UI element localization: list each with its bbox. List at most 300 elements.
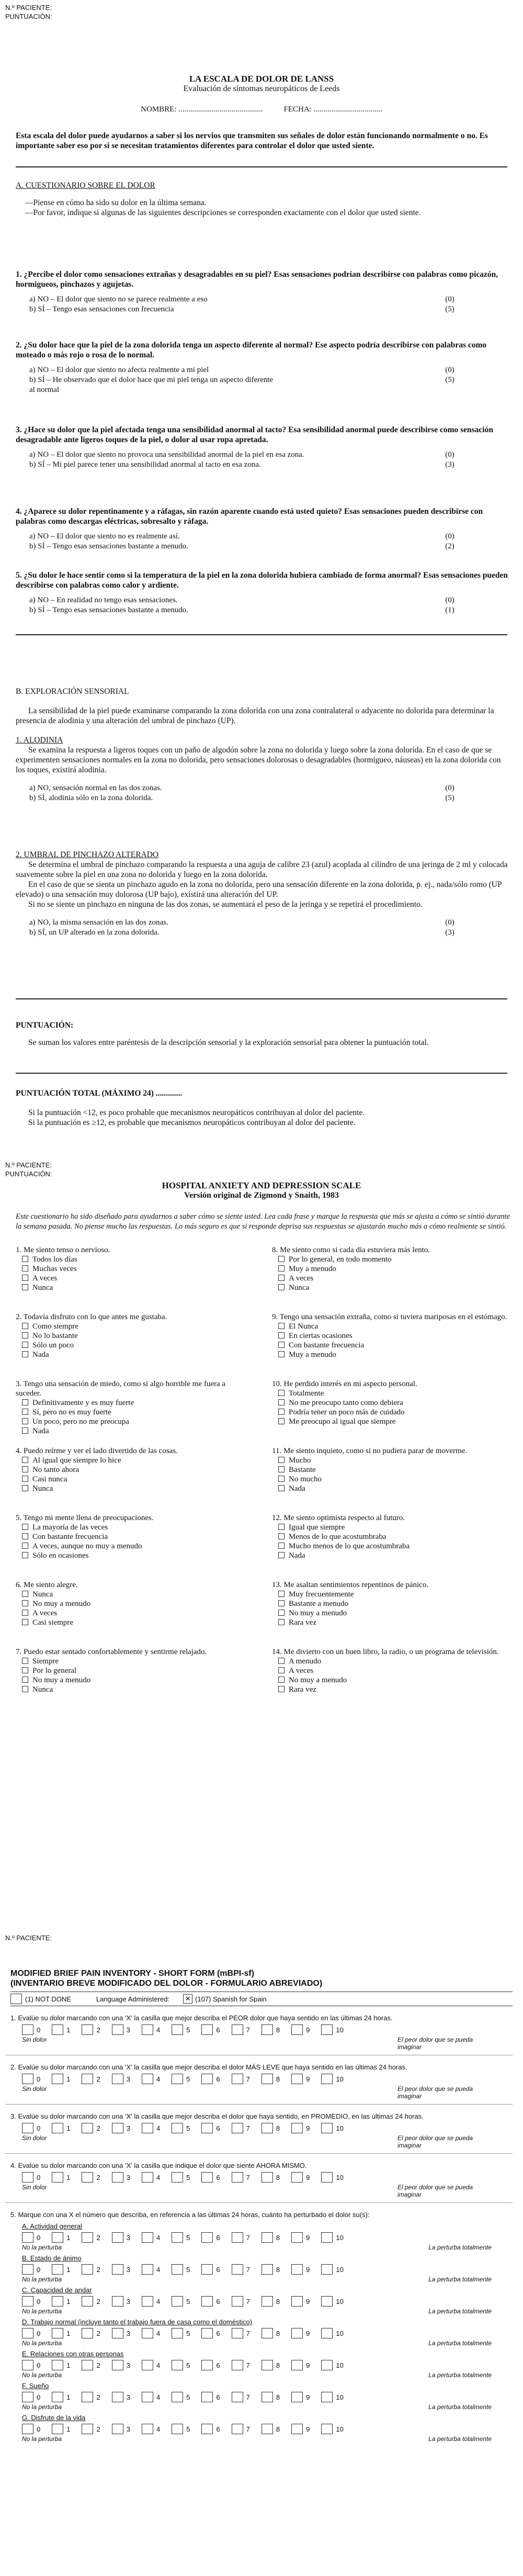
scale-max-label: La perturba totalmente [428, 2276, 492, 2283]
scale-checkbox[interactable]: 7 [232, 2392, 250, 2402]
hads-option[interactable]: No muy a menudo [278, 1675, 507, 1685]
interference-item-label: A. Actividad general [22, 2222, 82, 2230]
lanss-title-block [0, 71, 523, 114]
hads-option[interactable]: El Nunca [278, 1322, 507, 1331]
scale-min-label: No la perturba [22, 2435, 62, 2443]
total-score [0, 1088, 523, 1128]
scale-checkbox[interactable]: 10 [321, 2424, 343, 2434]
option-1a[interactable]: a) NO – El dolor que siento no se parece realmente a eso (0) [29, 295, 454, 303]
scale-checkbox[interactable]: 2 [82, 2123, 100, 2133]
scale-checkbox[interactable]: 10 [321, 2392, 343, 2402]
scale-checkbox[interactable]: 0 [22, 2172, 40, 2183]
scale-checkbox[interactable]: 4 [142, 2360, 160, 2370]
hads-option[interactable]: Sí, pero no es muy fuerte [22, 1408, 251, 1417]
scale-checkbox[interactable]: 10 [321, 2296, 343, 2307]
bpi-question [5, 2112, 513, 2154]
scale-checkbox[interactable]: 1 [52, 2264, 70, 2275]
scale-checkbox[interactable]: 8 [262, 2123, 280, 2133]
scale-checkbox[interactable]: 8 [262, 2392, 280, 2402]
scale-checkbox[interactable]: 3 [112, 2392, 130, 2402]
scale-min-label: No la perturba [22, 2339, 62, 2347]
hads-question-text: 14. Me divierto con un buen libro, la radio, o un programa de televisión. [272, 1648, 499, 1656]
pinprick-text-3: Si no se siente un pinchazo en ninguna de las dos zonas, se aumentará el peso de la jeringa y se repetirá el procedimiento. [28, 900, 423, 909]
lanss-intro-text: Esta escala del dolor puede ayudarnos a saber si los nervios que transmiten sus señales de dolor están funcionando normalmente o no. Es importante saber eso por si se necesitan tratamientos diferentes para controlar el dolor que usted siente. [16, 131, 488, 150]
scale-checkbox[interactable]: 2 [82, 2074, 100, 2084]
scale-checkbox[interactable]: 8 [262, 2024, 280, 2035]
hads-question-text: 13. Me asaltan sentimientos repentinos de pánico. [272, 1581, 429, 1589]
bpi-question-text: 3. Evalúe su dolor marcando con una 'X' la casilla que mejor describa el dolor que haya sentido, en PROMEDIO, en las últimas 24 horas. [10, 2112, 424, 2120]
lanss-title: LA ESCALA DE DOLOR DE LANSS [189, 74, 334, 84]
scoring-heading: PUNTUACIÓN: [16, 1021, 74, 1030]
hads-option[interactable]: Por lo general, en todo momento [278, 1255, 507, 1264]
bpi-question-text: 4. Evalúe su dolor marcando con una 'X' la casilla que indique el dolor que siente AHORA MISMO. [10, 2162, 307, 2169]
hads-question-text: 5. Tengo mi mente llena de preocupaciones. [16, 1514, 154, 1522]
option-allodynia-a[interactable]: a) NO, sensación normal en las dos zonas. (0) [29, 784, 454, 792]
option-3a[interactable]: a) NO – El dolor que siento no provoca una sensibilidad anormal de la piel en esa zona. (0) [29, 451, 454, 459]
interference-item-label: G. Disfrute de la vida [22, 2414, 86, 2422]
scale-checkbox[interactable]: 6 [201, 2264, 220, 2275]
hads-intro: Este cuestionario ha sido diseñado para ayudarnos a saber cómo se siente usted. Lea cada frase y marque la respuesta que más se ajusta a cómo se sintió durante la semana pasada. No piense mucho las respuestas. Lo más seguro es que si responde deprisa sus respuestas se ajustarán mucho más a cómo realmente se sintió. [16, 1212, 510, 1231]
scale-checkbox[interactable]: 4 [142, 2123, 160, 2133]
option-2a[interactable]: a) NO – El dolor que siento no afecta realmente a mi piel (0) [29, 366, 454, 374]
scale-checkbox[interactable]: 1 [52, 2360, 70, 2370]
hads-option[interactable]: No muy a menudo [278, 1608, 507, 1618]
hads-question-text: 1. Me siento tenso o nervioso. [16, 1246, 110, 1254]
scale-checkbox[interactable]: 1 [52, 2172, 70, 2183]
hads-question [16, 1513, 251, 1573]
hads-option[interactable]: Nunca [22, 1590, 251, 1599]
altered-pinprick [0, 850, 523, 938]
scale-checkbox[interactable]: 6 [201, 2123, 220, 2133]
scale-checkbox[interactable]: 4 [142, 2232, 160, 2243]
scoring [0, 1020, 523, 1048]
scale-checkbox[interactable]: 2 [82, 2296, 100, 2307]
option-5b[interactable]: b) SÍ – Tengo esas sensaciones bastante a menudo. (1) [29, 606, 454, 614]
hads-option[interactable]: Podría tener un poco más de cuidado [278, 1408, 507, 1417]
scale-checkbox[interactable]: 10 [321, 2360, 343, 2370]
hads-option[interactable]: Sólo un poco [22, 1341, 251, 1350]
scale-checkbox[interactable]: 1 [52, 2024, 70, 2035]
hads-option[interactable]: No tanto ahora [22, 1465, 251, 1475]
scale-checkbox[interactable]: 3 [112, 2172, 130, 2183]
scale-checkbox[interactable]: 7 [232, 2024, 250, 2035]
hads-option[interactable]: No lo bastante [22, 1331, 251, 1341]
scale-checkbox[interactable]: 5 [172, 2232, 190, 2243]
scale-checkbox[interactable]: 7 [232, 2232, 250, 2243]
scale-checkbox[interactable]: 0 [22, 2074, 40, 2084]
scale-checkbox[interactable]: 8 [262, 2328, 280, 2338]
question-5-text: 5. ¿Su dolor le hace sentir como si la temperatura de la piel en la zona dolorida hubiera cambiado de forma anormal? Esas sensaciones pueden describirse con palabras como calor y ardiente. [16, 571, 508, 590]
scale-checkbox[interactable]: 7 [232, 2172, 250, 2183]
option-pinprick-b[interactable]: b) SÍ, un UP alterado en la zona dolorida. (3) [29, 928, 454, 937]
scale-checkbox[interactable]: 6 [201, 2024, 220, 2035]
scale-checkbox[interactable]: 8 [262, 2296, 280, 2307]
hads-question-text: 8. Me siento como si cada día estuviera más lento. [272, 1246, 430, 1254]
lanss-section [0, 3, 523, 21]
scale-checkbox[interactable]: 3 [112, 2424, 130, 2434]
hads-subtitle: Versión original de Zigmond y Snaith, 1983 [184, 1191, 339, 1200]
scale-checkbox[interactable]: 5 [172, 2424, 190, 2434]
scale-checkbox[interactable]: 1 [52, 2296, 70, 2307]
not-done-checkbox[interactable]: (1) NOT DONE [10, 1994, 71, 2004]
hads-question [16, 1245, 251, 1305]
hads-question [16, 1312, 251, 1372]
scale-checkbox[interactable]: 9 [291, 2074, 310, 2084]
hads-option[interactable]: A veces, aunque no muy a menudo [22, 1542, 251, 1551]
hads-option[interactable]: A veces [278, 1666, 507, 1675]
patient-number-label: N.º PACIENTE: [5, 1934, 52, 1942]
scale-checkbox[interactable]: 10 [321, 2024, 343, 2035]
question-1 [0, 269, 523, 314]
section-a [0, 181, 523, 218]
question-4 [0, 507, 523, 552]
hads-option[interactable]: Casi nunca [22, 1475, 251, 1484]
scale-checkbox[interactable]: 3 [112, 2232, 130, 2243]
scale-checkbox[interactable]: 8 [262, 2172, 280, 2183]
scale-checkbox[interactable]: 9 [291, 2328, 310, 2338]
hads-section [0, 1161, 523, 1714]
option-5a[interactable]: a) NO – En realidad no tengo esas sensaciones. (0) [29, 596, 454, 604]
hads-question-text: 4. Puedo reírme y ver el lado divertido de las cosas. [16, 1447, 178, 1455]
scale-checkbox[interactable]: 0 [22, 2123, 40, 2133]
bpi-question-5-text: 5. Marque con una X el número que describa, en referencia a las últimas 24 horas, cuánto ha perturbado el dolor su(s): [10, 2211, 370, 2219]
scale-max-label: El peor dolor que se pueda imaginar [397, 2036, 473, 2051]
interference-item [5, 2318, 523, 2347]
scale-checkbox[interactable]: 6 [201, 2360, 220, 2370]
hads-option[interactable]: Siempre [22, 1657, 251, 1666]
scale-checkbox[interactable]: 2 [82, 2232, 100, 2243]
scale-checkbox[interactable]: 0 [22, 2328, 40, 2338]
scale-checkbox[interactable]: 1 [52, 2424, 70, 2434]
scale-checkbox[interactable]: 5 [172, 2328, 190, 2338]
hads-option[interactable]: Muy a menudo [278, 1350, 507, 1359]
scale-checkbox[interactable]: 7 [232, 2328, 250, 2338]
scale-checkbox[interactable]: 10 [321, 2172, 343, 2183]
scale-checkbox[interactable]: 2 [82, 2360, 100, 2370]
hads-question-text: 10. He perdido interés en mi aspecto personal. [272, 1380, 417, 1388]
hads-option[interactable]: Bastante [278, 1465, 507, 1475]
hads-option[interactable]: Menos de lo que acostumbraba [278, 1532, 507, 1542]
hads-option[interactable]: A veces [278, 1274, 507, 1283]
option-pinprick-a[interactable]: a) NO, la misma sensación en las dos zonas. (0) [29, 918, 454, 927]
hads-option[interactable]: Con bastante frecuencia [22, 1532, 251, 1542]
hads-option[interactable]: Nada [278, 1484, 507, 1493]
language-label: Language Administered: [96, 1995, 170, 2003]
score-label: PUNTUACIÓN: [5, 1170, 52, 1178]
scale-checkbox[interactable]: 6 [201, 2424, 220, 2434]
hads-option[interactable]: Nada [22, 1350, 251, 1359]
section-b [0, 687, 523, 803]
hads-right-column [272, 1245, 507, 1714]
scale-checkbox[interactable]: 1 [52, 2074, 70, 2084]
bpi-question [5, 2063, 513, 2105]
option-4b[interactable]: b) SÍ – Tengo esas sensaciones bastante a menudo. (2) [29, 542, 454, 550]
question-4-text: 4. ¿Aparece su dolor repentinamente y a ráfagas, sin razón aparente cuando está usted quieto? Esas sensaciones pueden describirse con palabras como descargas eléctricas, sobresalto y ráfaga. [16, 507, 483, 526]
scale-checkbox[interactable]: 8 [262, 2264, 280, 2275]
hads-question-text: 9. Tengo una sensación extraña, como si tuviera mariposas en el estómago. [272, 1313, 507, 1321]
scale-min-label: No la perturba [22, 2403, 62, 2411]
total-score-label: PUNTUACIÓN TOTAL (MÁXIMO 24) ............. [16, 1089, 183, 1098]
bpi-question [5, 2161, 513, 2203]
hads-question [272, 1245, 507, 1305]
hads-question-text: 3. Tengo una sensación de miedo, como si algo horrible me fuera a suceder. [16, 1380, 226, 1398]
hads-option[interactable]: Rara vez [278, 1618, 507, 1627]
interference-item [5, 2286, 523, 2315]
hads-option[interactable]: Nunca [22, 1283, 251, 1292]
scale-min-label: No la perturba [22, 2308, 62, 2315]
hads-option[interactable]: Bastante a menudo [278, 1599, 507, 1608]
scale-checkbox[interactable]: 6 [201, 2328, 220, 2338]
patient-number-label: N.º PACIENTE: [5, 1161, 52, 1169]
hads-option[interactable]: Rara vez [278, 1685, 507, 1694]
bpi-section [0, 1933, 523, 2443]
scale-max-label: El peor dolor que se pueda imaginar [397, 2085, 473, 2100]
score-label: PUNTUACIÓN: [5, 13, 52, 20]
scale-checkbox[interactable]: 10 [321, 2264, 343, 2275]
scale-checkbox[interactable]: 6 [201, 2074, 220, 2084]
bpi-subtitle: (INVENTARIO BREVE MODIFICADO DEL DOLOR - FORMULARIO ABREVIADO) [10, 1979, 323, 1988]
hads-option[interactable]: No muy a menudo [22, 1599, 251, 1608]
interference-item-label: C. Capacidad de andar [22, 2286, 92, 2294]
scale-checkbox[interactable]: 7 [232, 2264, 250, 2275]
scale-checkbox[interactable]: 1 [52, 2123, 70, 2133]
scale-checkbox[interactable]: 4 [142, 2264, 160, 2275]
hads-option[interactable]: Un poco, pero no me preocupa [22, 1417, 251, 1426]
scale-checkbox[interactable]: 0 [22, 2360, 40, 2370]
interference-item [5, 2350, 523, 2379]
scale-checkbox[interactable]: 0 [22, 2024, 40, 2035]
divider [16, 1073, 507, 1074]
scale-max-label: El peor dolor que se pueda imaginar [397, 2134, 473, 2149]
interference-item [5, 2414, 523, 2443]
hads-question [16, 1379, 251, 1439]
scale-checkbox[interactable]: 9 [291, 2172, 310, 2183]
hads-option[interactable]: No mucho [278, 1475, 507, 1484]
hads-option[interactable]: No muy a menudo [22, 1675, 251, 1685]
hads-question [272, 1446, 507, 1506]
scale-checkbox[interactable]: 4 [142, 2074, 160, 2084]
hads-option[interactable]: Muchas veces [22, 1264, 251, 1274]
hads-option[interactable]: No me preocupo tanto como debiera [278, 1398, 507, 1408]
scale-checkbox[interactable]: 5 [172, 2360, 190, 2370]
scale-checkbox[interactable]: 3 [112, 2123, 130, 2133]
date-field[interactable]: FECHA: ................................... [283, 105, 382, 114]
scale-max-label: La perturba totalmente [428, 2339, 492, 2347]
scale-checkbox[interactable]: 0 [22, 2392, 40, 2402]
hads-question-text: 11. Me siento inquieto, como si no pudiera parar de moverme. [272, 1447, 468, 1455]
scale-min-label: No la perturba [22, 2371, 62, 2379]
scale-checkbox[interactable]: 0 [22, 2296, 40, 2307]
scale-checkbox[interactable]: 3 [112, 2328, 130, 2338]
hads-title: HOSPITAL ANXIETY AND DEPRESSION SCALE [162, 1180, 361, 1190]
scale-checkbox[interactable]: 6 [201, 2172, 220, 2183]
scale-checkbox[interactable]: 3 [112, 2360, 130, 2370]
hads-option[interactable]: En ciertas ocasiones [278, 1331, 507, 1341]
scale-checkbox[interactable]: 5 [172, 2296, 190, 2307]
hads-option[interactable]: Mucho [278, 1456, 507, 1465]
hads-option[interactable]: Igual que siempre [278, 1523, 507, 1532]
allodynia-heading: 1. ALODINIA [16, 736, 63, 745]
option-allodynia-b[interactable]: b) SÍ, alodinia sólo en la zona dolorida. (5) [29, 794, 454, 802]
scale-checkbox[interactable]: 8 [262, 2360, 280, 2370]
hads-question [272, 1379, 507, 1439]
scale-checkbox[interactable]: 9 [291, 2232, 310, 2243]
hads-option[interactable]: Muy frecuentemente [278, 1590, 507, 1599]
scale-min-label: Sin dolor [22, 2134, 47, 2142]
scale-checkbox[interactable]: 3 [112, 2264, 130, 2275]
hads-question-text: 12. Me siento optimista respecto al futuro. [272, 1514, 405, 1522]
hads-question [16, 1647, 251, 1707]
scale-checkbox[interactable]: 5 [172, 2392, 190, 2402]
hads-option[interactable]: Nada [278, 1551, 507, 1560]
hads-option[interactable]: Sólo en ocasiones [22, 1551, 251, 1560]
scale-checkbox[interactable]: 10 [321, 2232, 343, 2243]
hads-option[interactable]: Casi siempre [22, 1618, 251, 1627]
scale-checkbox[interactable]: 9 [291, 2360, 310, 2370]
hads-option[interactable]: Me preocupo al igual que siempre [278, 1417, 507, 1426]
interference-item [5, 2222, 523, 2251]
interference-item-label: D. Trabajo normal (incluye tanto el trabajo fuera de casa como el doméstico) [22, 2318, 253, 2326]
scale-checkbox[interactable]: 10 [321, 2123, 343, 2133]
scale-checkbox[interactable]: 9 [291, 2424, 310, 2434]
scale-checkbox[interactable]: 7 [232, 2296, 250, 2307]
name-field[interactable]: NOMBRE: ........................................... [141, 105, 263, 114]
scale-checkbox[interactable]: 2 [82, 2424, 100, 2434]
hads-option[interactable]: La mayoría de las veces [22, 1523, 251, 1532]
option-2b[interactable]: b) SÍ – He observado que el dolor hace que mi piel tenga un aspecto diferente al normal (5) [29, 376, 454, 394]
scale-checkbox[interactable]: 0 [22, 2232, 40, 2243]
scale-checkbox[interactable]: 8 [262, 2074, 280, 2084]
scale-checkbox[interactable]: 4 [142, 2172, 160, 2183]
scale-checkbox[interactable]: 7 [232, 2123, 250, 2133]
hads-option[interactable]: Al igual que siempre lo hice [22, 1456, 251, 1465]
scale-checkbox[interactable]: 4 [142, 2392, 160, 2402]
bpi-question [5, 2013, 513, 2055]
scale-checkbox[interactable]: 1 [52, 2232, 70, 2243]
scale-checkbox[interactable]: 2 [82, 2328, 100, 2338]
scale-checkbox[interactable]: 2 [82, 2392, 100, 2402]
scale-checkbox[interactable]: 7 [232, 2424, 250, 2434]
hads-left-column [16, 1245, 251, 1714]
hads-option[interactable]: Mucho menos de lo que acostumbraba [278, 1542, 507, 1551]
pinprick-text-2: En el caso de que se sienta un pinchazo agudo en la zona no dolorida, pero una sensación diferente en la zona dolorida, p. ej., nada/sólo romo (UP elevado) o una sensación muy dolorosa (UP bajo), existirá una alteración del UP. [16, 880, 502, 899]
hads-option[interactable]: A menudo [278, 1657, 507, 1666]
scale-checkbox[interactable]: 1 [52, 2328, 70, 2338]
scale-checkbox[interactable]: 9 [291, 2392, 310, 2402]
scale-checkbox[interactable]: 7 [232, 2360, 250, 2370]
scale-checkbox[interactable]: 0 [22, 2424, 40, 2434]
scale-checkbox[interactable]: 10 [321, 2074, 343, 2084]
pinprick-heading: 2. UMBRAL DE PINCHAZO ALTERADO [16, 850, 159, 859]
allodynia-text: Se examina la respuesta a ligeros toques con un paño de algodón sobre la zona no dolorida y luego sobre la zona dolorida. En el caso de que se experimenten sensaciones normales en la zona no dolorida, pero sensaciones dolorosas o desagradables (hormigueo, náuseas) en la zona dolorida con los toques, existirá alodinia. [16, 746, 501, 774]
scale-checkbox[interactable]: 6 [201, 2296, 220, 2307]
language-value[interactable]: ✕ (107) Spanish for Spain [183, 1994, 267, 2004]
scale-checkbox[interactable]: 3 [112, 2296, 130, 2307]
scale-checkbox[interactable]: 9 [291, 2024, 310, 2035]
hads-question [272, 1580, 507, 1640]
hads-option[interactable]: Por lo general [22, 1666, 251, 1675]
section-a-heading: A. CUESTIONARIO SOBRE EL DOLOR [16, 181, 155, 190]
hads-option[interactable]: Como siempre [22, 1322, 251, 1331]
option-3b[interactable]: b) SÍ – Mi piel parece tener una sensibilidad anormal al tacto en esa zona. (3) [29, 460, 454, 469]
patient-number-label: N.º PACIENTE: [5, 4, 52, 12]
scale-checkbox[interactable]: 9 [291, 2296, 310, 2307]
hads-option[interactable]: Muy a menudo [278, 1264, 507, 1274]
hads-option[interactable]: Nada [22, 1426, 251, 1436]
interference-item-label: E. Relaciones con otras personas [22, 2350, 124, 2358]
hads-question [272, 1312, 507, 1372]
instruction-2: —Por favor, indique si algunas de las siguientes descripciones se corresponden exactamente con el dolor que usted siente. [25, 208, 421, 217]
scale-checkbox[interactable]: 5 [172, 2172, 190, 2183]
divider [16, 998, 507, 999]
hads-question [272, 1513, 507, 1573]
scale-checkbox[interactable]: 5 [172, 2264, 190, 2275]
hads-option[interactable]: Todos los días [22, 1255, 251, 1264]
scale-checkbox[interactable]: 0 [22, 2264, 40, 2275]
hads-option[interactable]: Con bastante frecuencia [278, 1341, 507, 1350]
scale-checkbox[interactable]: 2 [82, 2264, 100, 2275]
scale-checkbox[interactable]: 2 [82, 2172, 100, 2183]
scale-checkbox[interactable]: 4 [142, 2296, 160, 2307]
scale-min-label: No la perturba [22, 2276, 62, 2283]
bpi-question-text: 1. Evalúe su dolor marcando con una 'X' la casilla que mejor describa el PEOR dolor que haya sentido en las últimas 24 horas. [10, 2014, 393, 2022]
hads-question-text: 2. Todavía disfruto con lo que antes me gustaba. [16, 1313, 167, 1321]
scale-checkbox[interactable]: 10 [321, 2328, 343, 2338]
scale-checkbox[interactable]: 2 [82, 2024, 100, 2035]
option-4a[interactable]: a) NO – El dolor que siento no es realmente así. (0) [29, 532, 454, 541]
scale-checkbox[interactable]: 5 [172, 2123, 190, 2133]
hads-option[interactable]: A veces [22, 1274, 251, 1283]
scale-checkbox[interactable]: 4 [142, 2024, 160, 2035]
scale-checkbox[interactable]: 7 [232, 2074, 250, 2084]
pinprick-text-1: Se determina el umbral de pinchazo comparando la respuesta a una aguja de calibre 23 (azul) acoplada al cilindro de una jeringa de 2 ml y colocada suavemente sobre la piel en una zona no dolorida y luego en la zona dolorida. [16, 860, 508, 879]
section-b-intro: La sensibilidad de la piel puede examinarse comparando la zona dolorida con una zona contralateral o adyacente no dolorida para determinar la presencia de alodinia y una alteración del umbral de pinchazo (UP). [16, 706, 494, 725]
hads-option[interactable]: Nunca [22, 1685, 251, 1694]
scale-min-label: Sin dolor [22, 2184, 47, 2191]
scale-checkbox[interactable]: 6 [201, 2392, 220, 2402]
hads-option[interactable]: Totalmente [278, 1389, 507, 1398]
hads-question [16, 1446, 251, 1506]
scale-checkbox[interactable]: 9 [291, 2123, 310, 2133]
hads-option[interactable]: Definitivamente y es muy fuerte [22, 1398, 251, 1408]
scale-checkbox[interactable]: 3 [112, 2074, 130, 2084]
scale-checkbox[interactable]: 4 [142, 2328, 160, 2338]
scale-max-label: La perturba totalmente [428, 2244, 492, 2251]
question-3 [0, 425, 523, 470]
question-1-text: 1. ¿Percibe el dolor como sensaciones extrañas y desagradables en su piel? Esas sensaciones podrían describirse con palabras como picazón, hormigueos, pinchazos y agujetas. [16, 270, 498, 289]
scale-checkbox[interactable]: 5 [172, 2074, 190, 2084]
hads-question [272, 1647, 507, 1707]
divider [16, 634, 507, 635]
question-2 [0, 340, 523, 395]
scale-max-label: La perturba totalmente [428, 2308, 492, 2315]
total-interpretation-1: Si la puntuación <12, es poco probable que mecanismos neuropáticos contribuyan al dolor del paciente. [28, 1108, 365, 1117]
scale-checkbox[interactable]: 4 [142, 2424, 160, 2434]
scale-checkbox[interactable]: 6 [201, 2232, 220, 2243]
scale-checkbox[interactable]: 3 [112, 2024, 130, 2035]
divider [16, 166, 507, 167]
scale-checkbox[interactable]: 8 [262, 2424, 280, 2434]
scale-checkbox[interactable]: 1 [52, 2392, 70, 2402]
hads-option[interactable]: Nunca [22, 1484, 251, 1493]
option-1b[interactable]: b) SÍ – Tengo esas sensaciones con frecuencia (5) [29, 305, 454, 313]
scale-checkbox[interactable]: 5 [172, 2024, 190, 2035]
scale-max-label: El peor dolor que se pueda imaginar [397, 2184, 473, 2198]
hads-option[interactable]: Nunca [278, 1283, 507, 1292]
hads-option[interactable]: A veces [22, 1608, 251, 1618]
scale-checkbox[interactable]: 9 [291, 2264, 310, 2275]
scale-checkbox[interactable]: 8 [262, 2232, 280, 2243]
